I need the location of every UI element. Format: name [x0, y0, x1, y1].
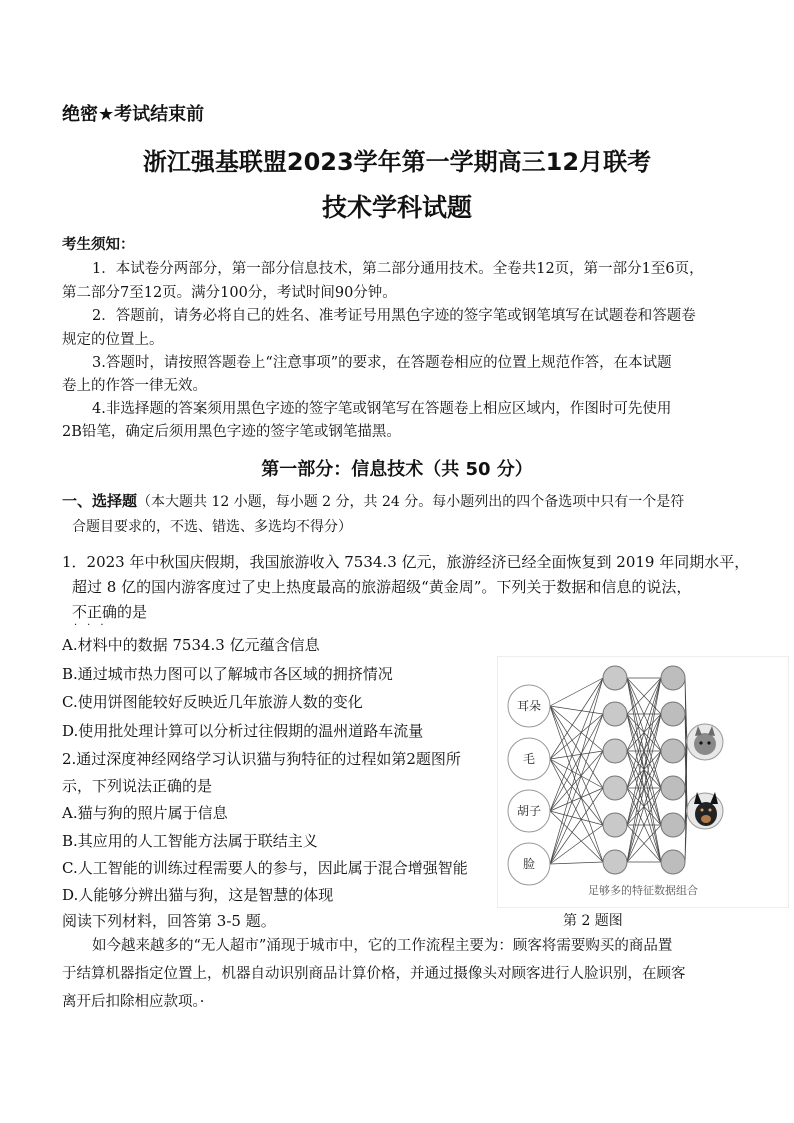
section-instructions [62, 490, 684, 513]
exam-title: 浙江强基联盟2023学年第一学期高三12月联考 [142, 148, 652, 176]
hidden2-node [661, 702, 685, 726]
q1-option-a: A.材料中的数据 7534.3 亿元蕴含信息 [62, 636, 320, 654]
figure-caption: 第 2 题图 [563, 913, 623, 929]
dog-output-icon [687, 792, 723, 829]
input-node-whiskers [508, 790, 550, 832]
input-label-whiskers: 胡子 [516, 804, 542, 818]
q1-stem-line3-text: 不正确的是 [72, 603, 148, 621]
hidden2-node [661, 813, 685, 837]
q2-option-d: D.人能够分辨出猫与狗，这是智慧的体现 [62, 886, 334, 904]
q1-option-c: C.使用饼图能较好反映近几年旅游人数的变化 [62, 693, 363, 711]
hidden1-node [603, 702, 627, 726]
input-node-face [508, 843, 550, 885]
hidden2-node [661, 666, 685, 690]
q2-stem-line1: 2.通过深度神经网络学习认识猫与狗特征的过程如第2题图所 [62, 750, 461, 768]
input-label-fur: 毛 [522, 752, 536, 766]
confidential-mark: 绝密★考试结束前 [62, 104, 205, 125]
input-node-fur [508, 738, 550, 780]
notice-item-1-line2: 第二部分7至12页。满分100分，考试时间90分钟。 [62, 285, 397, 301]
neural-network-figure [497, 656, 789, 908]
hidden1-node [603, 813, 627, 837]
hidden1-node [603, 776, 627, 800]
reading-intro: 阅读下列材料，回答第 3-5 题。 [62, 912, 276, 930]
q2-option-c: C.人工智能的训练过程需要人的参与，因此属于混合增强智能 [62, 859, 468, 877]
hidden1-node [603, 850, 627, 874]
section-desc-line2: 合题目要求的，不选、错选、多选均不得分） [72, 519, 352, 535]
notice-item-2-line1: 2．答题前，请务必将自己的姓名、准考证号用黑色字迹的签字笔或钢笔填写在试题卷和答题卷 [92, 308, 696, 324]
notice-item-1-line1: 1．本试卷分两部分，第一部分信息技术，第二部分通用技术。全卷共12页，第一部分1至6页， [92, 261, 704, 277]
hidden2-node [661, 739, 685, 763]
cat-output-icon [687, 724, 723, 760]
exam-subtitle: 技术学科试题 [321, 193, 472, 222]
section-label: 一、选择题 [62, 492, 138, 510]
emphasis-dots: ·​·​· [74, 620, 114, 631]
figure-inner-caption: 足够多的特征数据组合 [588, 884, 698, 897]
input-label-face: 脸 [522, 857, 536, 871]
hidden2-node [661, 850, 685, 874]
q2-option-a: A.猫与狗的照片属于信息 [62, 804, 228, 822]
hidden1-node [603, 666, 627, 690]
q1-option-d: D.使用批处理计算可以分析过往假期的温州道路车流量 [62, 722, 424, 740]
notice-item-4-line1: 4.非选择题的答案须用黑色字迹的签字笔或钢笔写在答题卷上相应区域内，作图时可先使用 [92, 401, 672, 417]
input-node-ear [508, 685, 550, 727]
reading-para-line2: 于结算机器指定位置上，机器自动识别商品计算价格，并通过摄像头对顾客进行人脸识别，在顾客 [62, 966, 686, 982]
reading-para-line1: 如今越来越多的“无人超市”涌现于城市中，它的工作流程主要为：顾客将需要购买的商品置 [92, 938, 673, 954]
q2-stem-line2: 示，下列说法正确的是 [62, 777, 213, 795]
reading-para-line3: 离开后扣除相应款项。· [62, 994, 205, 1010]
section-desc: （本大题共 12 小题，每小题 2 分，共 24 分。每小题列出的四个备选项中只有一个是符 [137, 494, 685, 510]
part1-title: 第一部分：信息技术（共 50 分） [261, 459, 533, 480]
notice-item-2-line2: 规定的位置上。 [62, 332, 164, 348]
q1-stem-line1: 1．2023 年中秋国庆假期，我国旅游收入 7534.3 亿元，旅游经济已经全面恢复到 2019 年同期水平， [62, 553, 750, 571]
notice-item-3-line1: 3.答题时，请按照答题卷上“注意事项”的要求，在答题卷相应的位置上规范作答，在本试题 [92, 355, 672, 371]
q1-stem-line2: 超过 8 亿的国内游客度过了史上热度最高的旅游超级“黄金周”。下列关于数据和信息的说法， [72, 578, 692, 596]
q1-option-b: B.通过城市热力图可以了解城市各区域的拥挤情况 [62, 665, 393, 683]
q2-option-b: B.其应用的人工智能方法属于联结主义 [62, 832, 318, 850]
hidden1-node [603, 739, 627, 763]
input-label-ear: 耳朵 [516, 699, 542, 713]
notice-heading: 考生须知： [62, 236, 135, 253]
neural-network-diagram [497, 656, 789, 908]
notice-item-3-line2: 卷上的作答一律无效。 [62, 378, 207, 394]
notice-item-4-line2: 2B铅笔，确定后须用黑色字迹的签字笔或钢笔描黑。 [62, 424, 401, 440]
hidden2-node [661, 776, 685, 800]
